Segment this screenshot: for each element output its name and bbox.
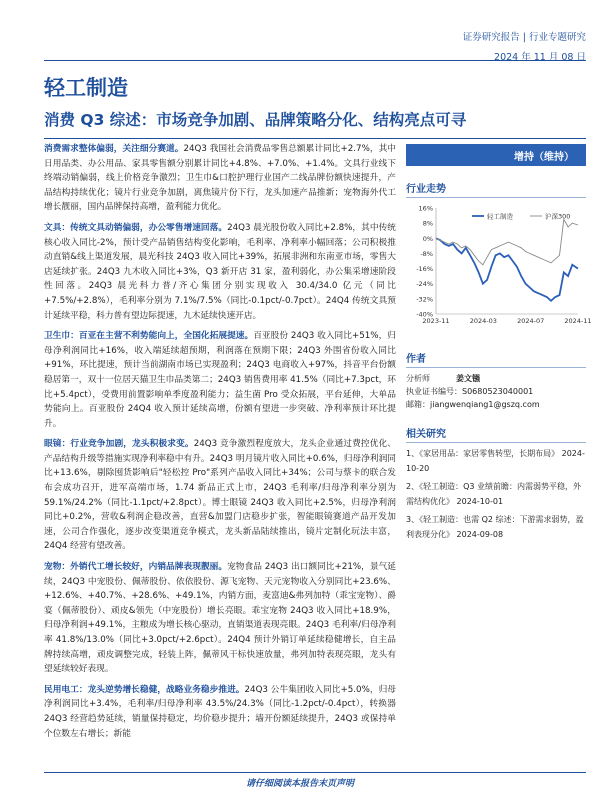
report-date: 2024 年 11 月 08 日 bbox=[494, 52, 586, 63]
x-tick-label: 2024-03 bbox=[469, 317, 497, 325]
summary-paragraph bbox=[44, 142, 396, 215]
title-divider bbox=[44, 138, 586, 139]
trend-chart-svg bbox=[406, 202, 592, 332]
y-tick-label: -8% bbox=[420, 249, 433, 258]
paragraph-lead: 卫生巾：百亚在主营不利势能向上，全国化拓展提速。 bbox=[44, 331, 254, 342]
report-title: 消费 Q3 综述：市场竞争加剧、品牌策略分化、结构亮点可寻 bbox=[44, 111, 467, 129]
paragraph-text: 宠物食品 24Q3 出口额同比+21%，景气延续，24Q3 中宠股份、佩蒂股份、依依股份、源飞宠物、天元宠物收入分别同比+23.6%、+12.6%、+40.7%、+28.6%、+49.1%，内销方面，麦富迪&弗列加特（乖宝宠物）、爵宴（佩蒂股份）、顽皮&领先（中宠股份）增长亮眼。乖宝宠物 24Q3 收入同比+18.9%，归母净利润+49.1%，主粮成为增长核心驱动，直销渠道表现亮眼。24Q3 毛利率/归母净利率 41.8%/13.0%（同比+3.0pct/+2.6pct）。24Q4 预计外销订单延续稳健增长，自主品牌持续高增，顽皮调整完成，轻装上阵，佩蒂风干标快速放量，弗列加特表现亮眼，龙头有望延续较好表现。 bbox=[44, 562, 396, 675]
x-tick-label: 2024-11 bbox=[564, 317, 592, 325]
paragraph-text: 24Q3 晨光股份收入同比+2.8%，其中传统核心收入同比-2%，预计受产品销售结构变化影响，毛利率、净利率小幅回落；公司积极推动直销&线上渠道发展，晨光科技 24Q3 收入同比+39%，拓展非洲和东南亚市场，零售大店延续扩张。24Q3 九木收入同比+3%，Q3 新开店 31 家，盈利弱化，办公集采增速阶段性回落。24Q3 晨光科力普/齐心集团分别实现收入 30.4/34.0 亿元（同比+7.5%/+2.8%），毛利率分别为 7.1%/7.5%（同比-0.1pct/-0.7pct）。24Q4 传统文具预计延续平稳，科力普有望边际提速，九木延续快速开店。 bbox=[44, 222, 396, 321]
summary-paragraph bbox=[44, 437, 396, 554]
footer-disclaimer: 请仔细阅读本报告末页声明 bbox=[245, 779, 354, 789]
legend-label: 沪深300 bbox=[545, 212, 571, 221]
doc-type: 证券研究报告 | 行业专题研究 bbox=[462, 32, 586, 43]
y-tick-label: 0% bbox=[422, 234, 433, 243]
paragraph-text: 24Q3 我国社会消费品零售总额累计同比+2.7%，其中日用品类、办公用品、家具零售额分别累计同比+4.8%、+7.0%、+1.4%。文具行业线下终端动销偏弱，线上价格竞争激烈；卫生巾&口腔护理行业国产二线品牌份额快速提升，产品结构持续优化；镜片行业竞争加剧，离焦镜片份下行，龙头加速产品推新；宠物海外代工增长靓丽，国内品牌保持高增，盈利能力优化。 bbox=[44, 144, 396, 213]
sidebar-column bbox=[406, 144, 592, 546]
rating-banner: 增持（维持） bbox=[406, 144, 586, 166]
email-label: 邮箱： bbox=[406, 400, 430, 409]
paragraph-text: 24Q3 竞争激烈程度放大，龙头企业通过费控优化、产品结构升级等措施实现净利率稳中有升。24Q3 明月镜片收入同比+0.6%，归母净利润同比+13.6%，剔除囤货影响后"轻松控 Pro"系列产品收入同比+34%；公司与蔡卡的联合发布会成功召开，进军高端市场，1.74 新品正式上市，24Q3 毛利率/归母净利率分别为 59.1%/24.2%（同比-1.1pct/+2.8pct）。博士眼镜 24Q3 收入同比+2.5%，归母净利润同比+0.2%，营收&利润企稳改善，直营&加盟门店稳步扩张，智能眼镜赛道产品开发加速，公司合作强化，逐步改变渠道竞争模式，龙头新品陆续推出，镜片定制化玩法丰富，24Q4 经营有望改善。 bbox=[44, 439, 396, 552]
summary-paragraph bbox=[44, 329, 396, 431]
report-header bbox=[463, 28, 586, 68]
paragraph-lead: 眼镜：行业竞争加剧，龙头积极求变。 bbox=[44, 439, 194, 450]
y-tick-label: 8% bbox=[422, 219, 433, 228]
series-line-csi300 bbox=[436, 219, 578, 264]
cert-number: S0680523040001 bbox=[462, 387, 534, 396]
cert-label: 执业证书编号： bbox=[406, 387, 462, 396]
analyst-label: 分析师 bbox=[406, 374, 430, 383]
market-trend-chart bbox=[406, 202, 592, 336]
related-item[interactable]: 1、《家居用品：家居零售转型，长期布局》 2024-10-20 bbox=[406, 449, 585, 473]
y-tick-label: -24% bbox=[416, 280, 433, 289]
x-tick-label: 2023-11 bbox=[422, 317, 450, 325]
series-line-light-industry bbox=[436, 238, 578, 300]
summary-column bbox=[44, 142, 396, 747]
y-tick-label: 16% bbox=[418, 204, 433, 213]
summary-paragraph bbox=[44, 683, 396, 741]
market-trend-heading: 行业走势 bbox=[406, 180, 586, 198]
paragraph-lead: 宠物：外销代工增长较好，内销品牌表现靓丽。 bbox=[44, 562, 228, 573]
y-tick-label: -40% bbox=[416, 310, 433, 319]
summary-paragraph bbox=[44, 560, 396, 677]
paragraph-lead: 民用电工：龙头逆势增长稳健，战略业务稳步推进。 bbox=[44, 684, 245, 695]
related-item[interactable]: 2、《轻工制造：Q3 业绩前瞻：内需弱势平稳，外需结构优化》 2024-10-01 bbox=[406, 482, 582, 506]
author-heading: 作者 bbox=[406, 350, 586, 368]
footer-divider bbox=[44, 772, 586, 773]
analyst-name: 姜文镪 bbox=[456, 374, 480, 383]
author-info bbox=[406, 372, 586, 411]
x-tick-label: 2024-07 bbox=[517, 317, 545, 325]
related-list bbox=[406, 447, 586, 542]
sector-name: 轻工制造 bbox=[44, 76, 128, 100]
related-item[interactable]: 3、《轻工制造：也需 Q2 综述：下游需求弱势，盈利表现分化》 2024-09-08 bbox=[406, 515, 584, 539]
paragraph-text: 百亚股份 24Q3 收入同比+51%，归母净利润同比+16%，收入端延续超预期，利润落在预期下限；24Q3 外围省份收入同比+91%，环比提速，预计当前湖南市场已实现盈利；24Q3 电商收入+97%，抖音平台份额稳居第一，双十一位居天猫卫生巾品类第二；24Q3 销售费用率 41.5%（同比+7.3pct，环比+5.4pct），受费用前置影响单季度盈利能力；益生菌 Pro 受众拓展，平台延伸，大单品势能向上。百亚股份 24Q4 收入预计延续高增，份额有望进一步突破、净利率预计环比提升。 bbox=[44, 331, 396, 429]
header-divider bbox=[44, 60, 586, 61]
analyst-email[interactable]: jiangwenqiang1@gszq.com bbox=[430, 400, 540, 409]
paragraph-lead: 文具：传统文具动销偏弱，办公零售增速回落。 bbox=[44, 222, 228, 233]
legend-label: 轻工制造 bbox=[487, 212, 513, 221]
y-tick-label: -16% bbox=[416, 265, 433, 274]
related-heading: 相关研究 bbox=[406, 425, 586, 443]
paragraph-lead: 消费需求整体偏弱，关注细分赛道。 bbox=[44, 144, 184, 154]
summary-paragraph bbox=[44, 221, 396, 323]
y-tick-label: -32% bbox=[416, 295, 433, 304]
paragraph-text: 24Q3 公牛集团收入同比+5.0%，归母净利润同比+3.4%，毛利率/归母净利率 43.5%/24.3%（同比-1.2pct/-0.4pct），转换器 24Q3 经营趋势延续，销量保持稳定，均价稳步提升；墙开份额延续提升，24Q3 或保持单个位数左右增长；新能 bbox=[44, 684, 396, 739]
